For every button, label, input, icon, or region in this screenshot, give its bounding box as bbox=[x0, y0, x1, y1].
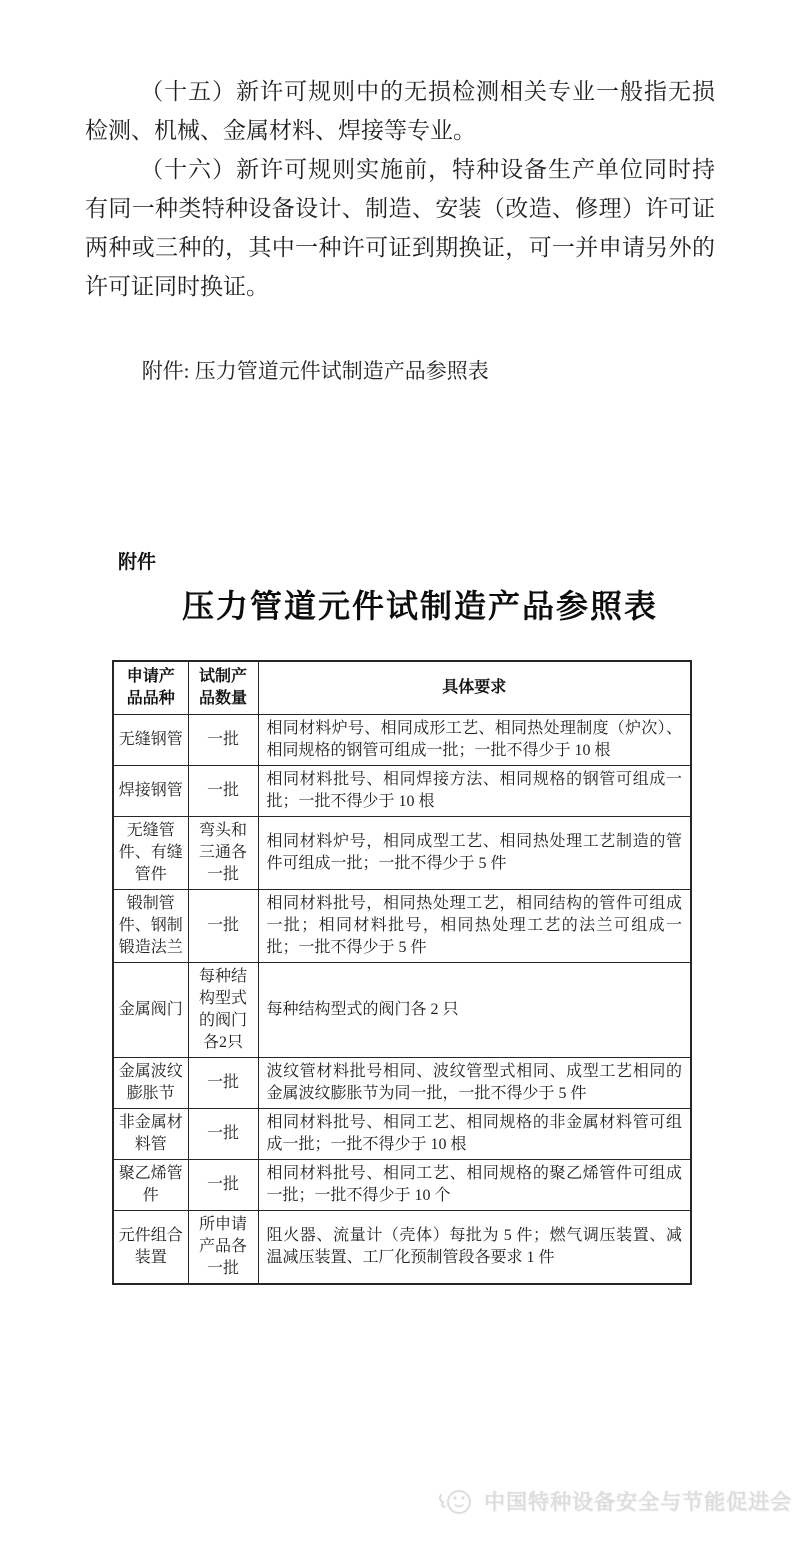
watermark-text: 中国特种设备安全与节能促进会 bbox=[484, 1491, 792, 1514]
product-name-cell: 焊接钢管 bbox=[113, 766, 188, 817]
requirement-cell: 相同材料炉号、相同成形工艺、相同热处理制度（炉次）、相同规格的钢管可组成一批；一批不得少于 10 根 bbox=[258, 715, 691, 766]
product-name-cell: 金属阀门 bbox=[113, 963, 188, 1058]
requirement-cell: 相同材料批号，相同热处理工艺，相同结构的管件可组成一批；相同材料批号，相同热处理工艺的法兰可组成一批；一批不得少于 5 件 bbox=[258, 890, 691, 963]
quantity-cell: 一批 bbox=[188, 1109, 258, 1160]
table-row bbox=[113, 1058, 691, 1109]
header-specific-requirements: 具体要求 bbox=[258, 661, 691, 715]
paragraph-15: （十五）新许可规则中的无损检测相关专业一般指无损检测、机械、金属材料、焊接等专业。 bbox=[85, 79, 715, 143]
table-row bbox=[113, 890, 691, 963]
requirement-cell: 相同材料批号、相同焊接方法、相同规格的钢管可组成一批；一批不得少于 10 根 bbox=[258, 766, 691, 817]
table-row bbox=[113, 963, 691, 1058]
quantity-cell: 弯头和三通各一批 bbox=[188, 817, 258, 890]
requirement-cell: 相同材料批号、相同工艺、相同规格的非金属材料管可组成一批；一批不得少于 10 根 bbox=[258, 1109, 691, 1160]
product-name-cell: 金属波纹膨胀节 bbox=[113, 1058, 188, 1109]
association-logo-icon bbox=[437, 1486, 477, 1516]
table-title: 压力管道元件试制造产品参照表 bbox=[181, 588, 658, 624]
table-header-row bbox=[113, 661, 691, 715]
attachment-note: 附件: 压力管道元件试制造产品参照表 bbox=[141, 359, 489, 383]
quantity-cell: 所申请产品各一批 bbox=[188, 1211, 258, 1285]
quantity-cell: 每种结构型式的阀门各2只 bbox=[188, 963, 258, 1058]
footer-watermark bbox=[437, 1486, 792, 1516]
quantity-cell: 一批 bbox=[188, 1160, 258, 1211]
attachment-label: 附件 bbox=[118, 552, 157, 573]
quantity-cell: 一批 bbox=[188, 890, 258, 963]
product-name-cell: 元件组合装置 bbox=[113, 1211, 188, 1285]
requirement-cell: 波纹管材料批号相同、波纹管型式相同、成型工艺相同的金属波纹膨胀节为同一批，一批不得少于 5 件 bbox=[258, 1058, 691, 1109]
product-name-cell: 聚乙烯管件 bbox=[113, 1160, 188, 1211]
body-text bbox=[0, 0, 800, 306]
header-trial-quantity: 试制产品数量 bbox=[188, 661, 258, 715]
requirement-cell: 阻火器、流量计（壳体）每批为 5 件；燃气调压装置、减温减压装置、工厂化预制管段各要求 1 件 bbox=[258, 1211, 691, 1285]
requirement-cell: 相同材料批号、相同工艺、相同规格的聚乙烯管件可组成一批；一批不得少于 10 个 bbox=[258, 1160, 691, 1211]
product-name-cell: 无缝钢管 bbox=[113, 715, 188, 766]
table-row bbox=[113, 766, 691, 817]
table-row bbox=[113, 1211, 691, 1285]
table-row bbox=[113, 715, 691, 766]
table-row bbox=[113, 817, 691, 890]
table-row bbox=[113, 1109, 691, 1160]
table-row bbox=[113, 1160, 691, 1211]
quantity-cell: 一批 bbox=[188, 715, 258, 766]
quantity-cell: 一批 bbox=[188, 1058, 258, 1109]
product-name-cell: 无缝管件、有缝管件 bbox=[113, 817, 188, 890]
quantity-cell: 一批 bbox=[188, 766, 258, 817]
reference-table bbox=[112, 660, 692, 1285]
paragraph-16: （十六）新许可规则实施前，特种设备生产单位同时持有同一种类特种设备设计、制造、安装（改造、修理）许可证两种或三种的，其中一种许可证到期换证，可一并申请另外的许可证同时换证。 bbox=[85, 157, 715, 299]
product-name-cell: 非金属材料管 bbox=[113, 1109, 188, 1160]
requirement-cell: 相同材料炉号，相同成型工艺、相同热处理工艺制造的管件可组成一批；一批不得少于 5 件 bbox=[258, 817, 691, 890]
header-product-type: 申请产品品种 bbox=[113, 661, 188, 715]
product-name-cell: 锻制管件、钢制锻造法兰 bbox=[113, 890, 188, 963]
requirement-cell: 每种结构型式的阀门各 2 只 bbox=[258, 963, 691, 1058]
